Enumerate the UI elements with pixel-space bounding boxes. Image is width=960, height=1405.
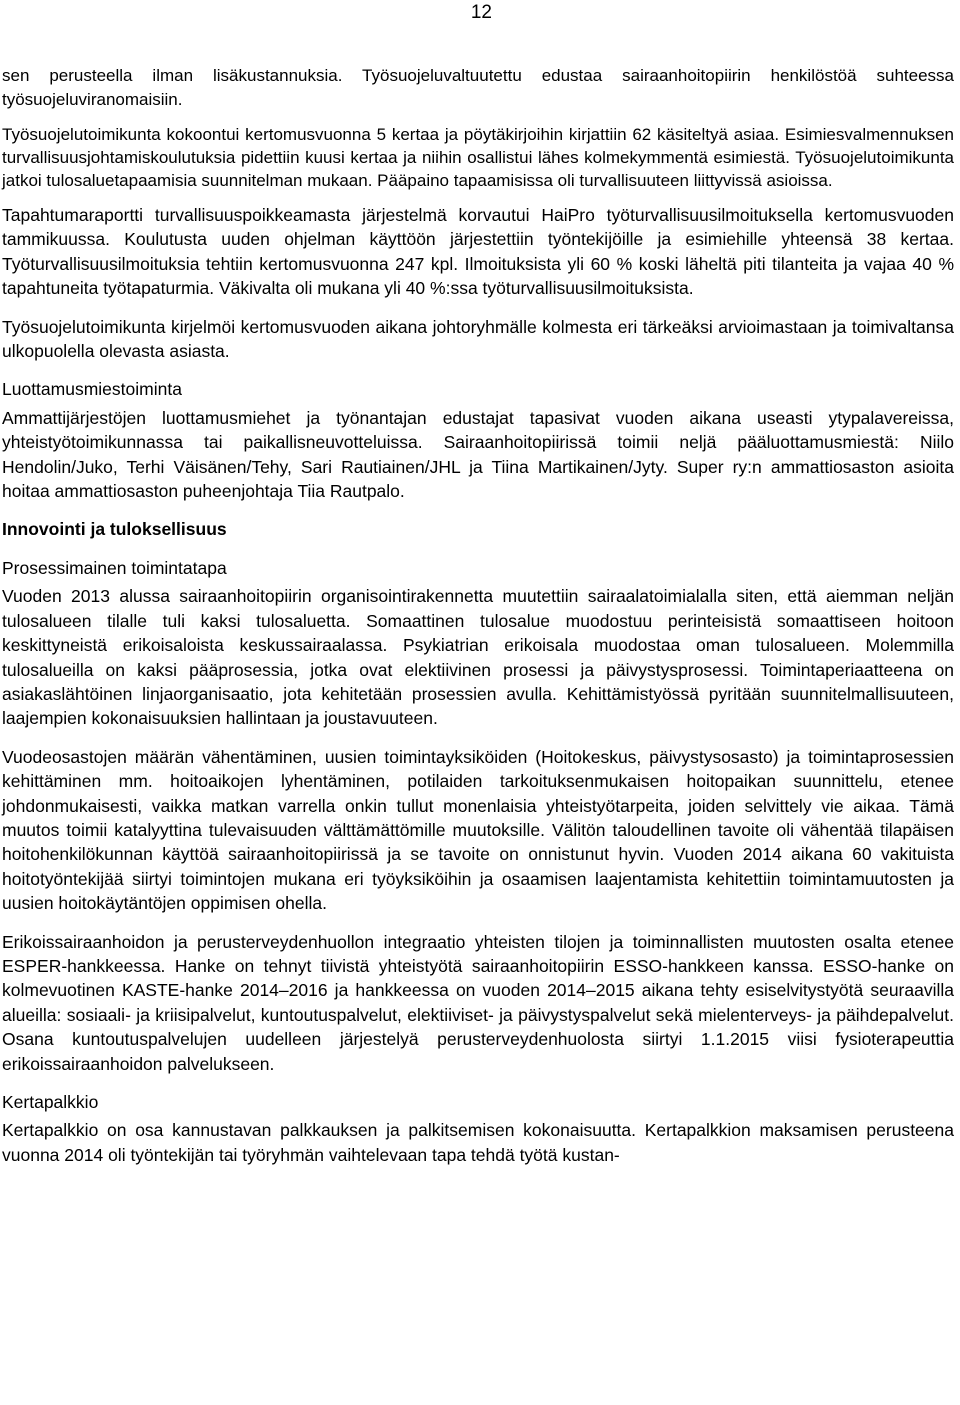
heading-innovation: Innovointi ja tuloksellisuus: [2, 519, 227, 540]
paragraph-haipro-reporting: Tapahtumaraportti turvallisuuspoikkeamasta järjestelmä korvautui HaiPro työturvallisuusilmoituksella kertomusvuoden tammikuussa. Koulutusta uuden ohjelman käyttöön järjestettiin työntekijöille ja esimiehille yhteensä 38 kertaa. Työturvallisuusilmoituksia tehtiin kertomusvuonna 247 kpl. Ilmoituksista yli 60 % koski läheltä piti tilanteita ja vajaa 40 % tapahtuneita työtapaturmia. Väkivalta oli mukana yli 40 %:ssa työturvallisuusilmoituksista.: [2, 205, 954, 299]
paragraph-care-integration: Erikoissairaanhoidon ja perusterveydenhuollon integraatio yhteisten tilojen ja toiminnallisten muutosten osalta etenee ESPER-hankkeessa. Hanke on tehnyt tiivistä yhteistyötä sairaanhoitopiirin ESSO-hankkeen kanssa. ESSO-hanke on kolmevuotinen KASTE-hanke 2014–2016 ja hankkeessa on vuoden 2014–2015 aikana tehty esiselvitystyötä seuraavilla alueilla: sosiaali- ja kriisipalvelut, kuntoutuspalvelut, elektiiviset- ja päivystyspalvelut sekä mielenterveys- ja päihdepalvelut. Osana kuntoutuspalvelujen uudelleen järjestelyä perusterveydenhuolosta siirtyi 1.1.2015 viisi fysioterapeuttia erikoissairaanhoidon palvelukseen.: [2, 931, 954, 1074]
paragraph-safety-committee: Työsuojelutoimikunta kokoontui kertomusvuonna 5 kertaa ja pöytäkirjoihin kirjattiin 62 käsiteltyä asiaa. Esimiesvalmennuksen turvallisuusjohtamiskoulutuksia pidettiin kuusi kertaa ja niihin osallistui lähes kolmekymmentä esimiestä. Työsuojelutoimikunta jatkoi tulosaluetapaamisia suunnitelman mukaan. Pääpaino tapaamisissa oli turvallisuuteen liittyvissä asioissa.: [2, 125, 954, 190]
paragraph-one-time-bonus: Kertapalkkio on osa kannustavan palkkauksen ja palkitsemisen kokonaisuutta. Kertapalkkion maksamisen perusteena vuonna 2014 oli työntekijän tai työryhmän vaihtelevaan tapa tehdä työtä kustan-: [2, 1120, 954, 1165]
subheading-trust-representatives: Luottamusmiestoiminta: [2, 379, 182, 400]
document-body: [2, 64, 954, 1167]
subheading-one-time-bonus: Kertapalkkio: [2, 1092, 99, 1112]
paragraph-ward-reduction: Vuodeosastojen määrän vähentäminen, uusien toimintayksiköiden (Hoitokeskus, päivystysosasto) ja toimintaprosessien kehittäminen mm. hoitoaikojen lyhentäminen, potilaiden tarkoituksenmukaisen hoitopaikan suunnittelu, etenee johdonmukaisesti, vaikka matkan varrella onkin tullut monenlaisia yhteistyötarpeita, joiden selvittely vie aikaa. Tämä muutos toimii katalyyttina tulevaisuuden välttämättömille muutoksille. Välitön taloudellinen tavoite oli vähentää tilapäisen hoitohenkilökunnan käyttöä sairaanhoitopiirissä ja se tavoite on onnistunut hyvin. Vuoden 2014 aikana 60 vakituista hoitotyöntekijää siirtyi toimintojen mukana eri työyksiköihin ja osaamisen laajentamista kehitettiin toimintamuutosten ja uusien hoitokäytäntöjen oppimisen ohella.: [2, 746, 954, 914]
paragraph-committee-priorities: Työsuojelutoimikunta kirjelmöi kertomusvuoden aikana johtoryhmälle kolmesta eri tärkeäksi arvioimastaan ja toimivaltansa ulkopuolella olevasta asiasta.: [2, 316, 954, 362]
paragraph-intro: sen perusteella ilman lisäkustannuksia. Työsuojeluvaltuutettu edustaa sairaanhoitopiirin henkilöstöä suhteessa työsuojeluviranomaisiin.: [2, 66, 954, 109]
subheading-process-model: Prosessimainen toimintatapa: [2, 557, 227, 578]
paragraph-process-model: Vuoden 2013 alussa sairaanhoitopiirin organisointirakennetta muutettiin sairaalatoimialalla siten, että aiemman neljän tulosalueen tilalle tuli kaksi tulosaluetta. Somaattinen tulosalue muodostuu perinteisistä somaattiseen hoitoon keskittyneistä erikoisaloista keskussairaalassa. Psykiatrian erikoisala muodostaa oman tulosalueen. Molemmilla tulosalueilla on kaksi pääprosessia, jotka ovat elektiivinen prosessi ja päivystysprosessi. Toimintaperiaatteena on asiakaslähtöinen linjaorganisaatio, jota kehitetään prosessien avulla. Kehittämistyössä pyritään suunnitelmallisuuteen, laajempien kokonaisuuksien hallintaan ja joustavuuteen.: [2, 586, 954, 729]
page-number: 12: [470, 2, 492, 23]
paragraph-trust-representatives: Ammattijärjestöjen luottamusmiehet ja työnantajan edustajat tapasivat vuoden aikana useasti ytypalavereissa, yhteistyötoimikunnassa tai paikallisneuvotteluissa. Sairaanhoitopiirissä toimii neljä pääluottamusmiestä: Niilo Hendolin/Juko, Terhi Väisänen/Tehy, Sari Rautiainen/JHL ja Tiina Martikainen/Jyty. Super ry:n ammattiosaston asioita hoitaa ammattiosaston puheenjohtaja Tiia Rautpalo.: [2, 407, 954, 502]
